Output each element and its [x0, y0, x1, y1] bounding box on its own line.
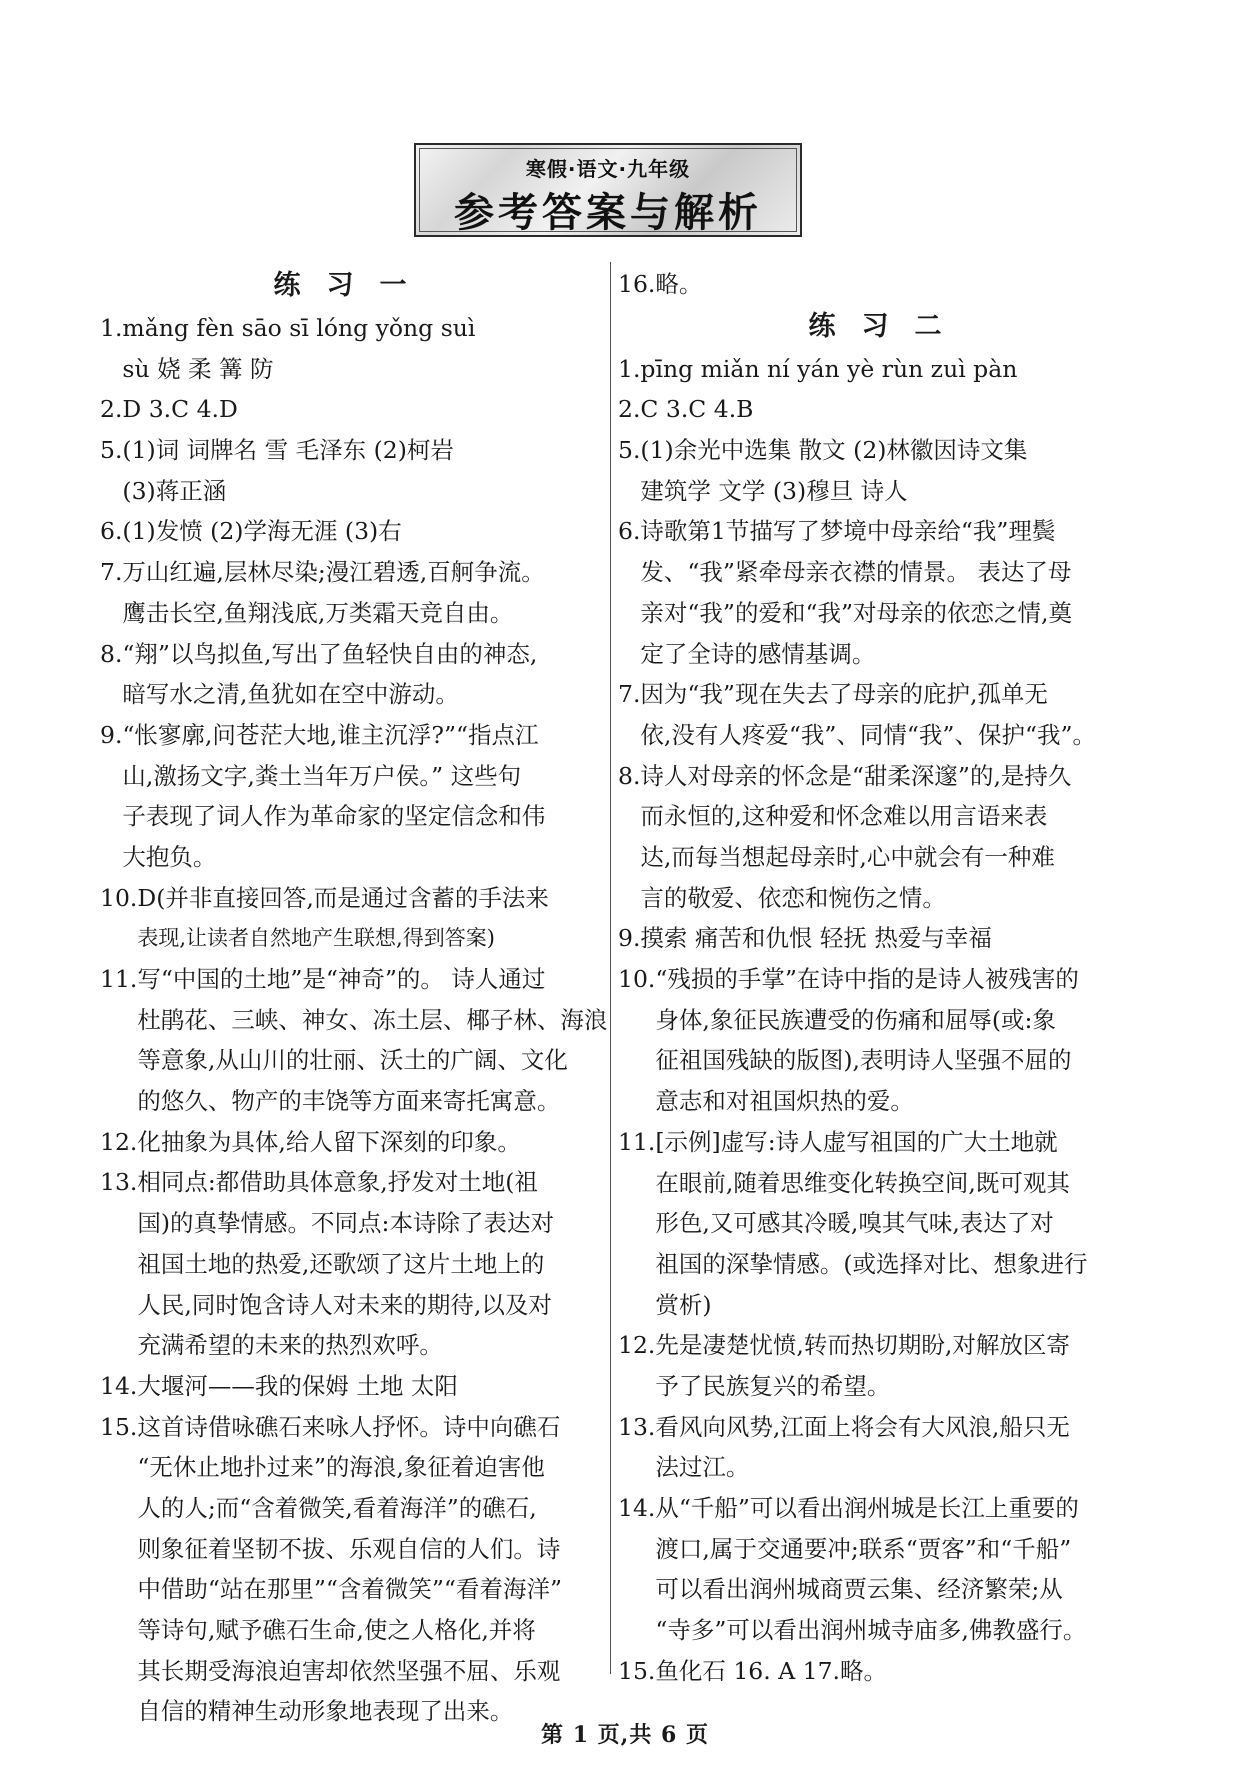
answer-line: 国)的真挚情感。不同点:本诗除了表达对 [137, 1209, 554, 1238]
answer-text [655, 1488, 1158, 1651]
answer-item [618, 349, 1158, 390]
answer-line: 而永恒的,这种爱和怀念难以用言语来表 [640, 802, 1048, 831]
answer-line: sù 娆 柔 篝 防 [122, 354, 274, 383]
answer-number: 14. [100, 1371, 138, 1400]
answer-text [137, 1122, 606, 1163]
answer-number: 9. [100, 720, 123, 749]
title-banner [414, 143, 802, 237]
section-title-exercise-1: 练习一 [273, 270, 433, 301]
answer-number: 5. [618, 436, 641, 465]
answer-line: 相同点:都借助具体意象,抒发对土地(祖 [137, 1168, 538, 1197]
answer-item [618, 756, 1158, 919]
answer-line: “怅寥廓,问苍茫大地,谁主沉浮?”“指点江 [122, 720, 539, 749]
answer-line: 大抱负。 [122, 842, 217, 871]
answer-number: 16. [618, 270, 656, 298]
answer-number: 14. [618, 1494, 656, 1522]
answer-text [640, 389, 1158, 430]
answer-text [640, 918, 1158, 959]
answer-line: 诗歌第1节描写了梦境中母亲给“我”理鬓 [640, 517, 1056, 546]
answer-number: 8. [100, 639, 123, 668]
answer-line: [示例]虚写:诗人虚写祖国的广大土地就 [655, 1127, 1058, 1156]
answer-line: 表现,让读者自然地产生联想,得到答案) [137, 926, 495, 951]
answer-text [640, 430, 1158, 511]
answer-item [618, 1488, 1158, 1651]
answer-line: 万山红遍,层林尽染;漫江碧透,百舸争流。 [122, 558, 545, 587]
answer-item [100, 959, 606, 1122]
answer-item [618, 1325, 1158, 1406]
answer-line: 祖国的深挚情感。(或选择对比、想象进行 [655, 1249, 1088, 1278]
answer-line: 定了全诗的感情基调。 [640, 639, 876, 668]
answer-text [137, 878, 606, 959]
answer-text [640, 674, 1158, 755]
answer-line: (1)余光中选集 散文 (2)林徽因诗文集 [640, 436, 1028, 465]
answer-line: pīng miǎn ní yán yè rùn zuì pàn [640, 354, 1018, 383]
answer-line: 这首诗借咏礁石来咏人抒怀。诗中向礁石 [137, 1412, 561, 1441]
answer-text [122, 715, 606, 878]
answer-item [100, 1407, 606, 1733]
answer-line: 则象征着坚韧不拔、乐观自信的人们。诗 [137, 1534, 561, 1563]
answer-line: 摸索 痛苦和仇恨 轻抚 热爱与幸福 [640, 924, 992, 953]
answer-line: C 3.C 4.B [640, 395, 754, 424]
answer-line: 子表现了词人作为革命家的坚定信念和伟 [122, 802, 546, 831]
answer-line: (1)发愤 (2)学海无涯 (3)右 [122, 517, 402, 546]
answer-text [122, 511, 606, 552]
answer-line: 鹰击长空,鱼翔浅底,万类霜天竞自由。 [122, 598, 514, 627]
answer-number: 10. [100, 883, 138, 912]
answer-line: 因为“我”现在失去了母亲的庇护,孤单无 [640, 680, 1048, 709]
answer-line: 化抽象为具体,给人留下深刻的印象。 [137, 1127, 521, 1156]
answer-line: 充满希望的未来的热烈欢呼。 [137, 1331, 443, 1360]
answer-line: 先是凄楚忧愤,转而热切期盼,对解放区寄 [655, 1331, 1070, 1360]
answer-text [655, 1651, 1158, 1692]
answer-item [100, 511, 606, 552]
right-column [618, 264, 1158, 1691]
left-column [100, 264, 606, 1732]
answer-number: 7. [618, 680, 641, 709]
answer-line: 杜鹃花、三峡、神女、冻土层、椰子林、海浪 [137, 1005, 608, 1034]
answer-line: 可以看出润州城商贾云集、经济繁荣;从 [655, 1575, 1063, 1604]
answer-list-exercise-2 [618, 349, 1158, 1692]
answer-number: 6. [100, 517, 123, 546]
answer-item [618, 511, 1158, 674]
answer-line: 看风向风势,江面上将会有大风浪,船只无 [655, 1412, 1070, 1441]
answer-line: “翔”以鸟拟鱼,写出了鱼轻快自由的神态, [122, 639, 538, 668]
answer-number: 7. [100, 558, 123, 587]
answer-line: 达,而每当想起母亲时,心中就会有一种难 [640, 842, 1055, 871]
answer-line: 中借助“站在那里”“含着微笑”“看着海洋” [137, 1575, 562, 1604]
answer-line: 予了民族复兴的希望。 [655, 1371, 891, 1400]
answer-text [640, 349, 1158, 390]
answer-item [100, 715, 606, 878]
answer-line: 人民,同时饱含诗人对未来的期待,以及对 [137, 1290, 552, 1319]
answer-item [618, 1407, 1158, 1488]
answer-item [618, 1651, 1158, 1692]
answer-text [137, 1366, 606, 1407]
answer-line: mǎng fèn sāo sī lóng yǒng suì [122, 314, 476, 342]
answer-item [618, 674, 1158, 755]
answer-line: 身体,象征民族遭受的伤痛和屈辱(或:象 [655, 1005, 1056, 1034]
answer-line: 等诗句,赋予礁石生命,使之人格化,并将 [137, 1616, 536, 1645]
answer-text [137, 959, 607, 1122]
answer-number: 5. [100, 436, 123, 465]
answer-number: 15. [100, 1412, 138, 1441]
answer-item [618, 264, 1158, 305]
answer-number: 12. [100, 1127, 138, 1156]
answer-line: 等意象,从山川的壮丽、沃土的广阔、文化 [137, 1046, 568, 1075]
answer-line: 大堰河——我的保姆 土地 太阳 [137, 1371, 458, 1400]
answer-text [122, 634, 606, 715]
answer-line: 诗人对母亲的怀念是“甜柔深邃”的,是持久 [640, 761, 1072, 790]
answer-line: 写“中国的土地”是“神奇”的。 诗人通过 [137, 965, 546, 994]
answer-line: (1)词 词牌名 雪 毛泽东 (2)柯岩 [122, 436, 454, 465]
answer-line: 言的敬爱、依恋和惋伤之情。 [640, 883, 946, 912]
answer-line: “寺多”可以看出润州城寺庙多,佛教盛行。 [655, 1616, 1087, 1645]
page-number: 第 1 页,共 6 页 [541, 1722, 709, 1748]
answer-line: D(并非直接回答,而是通过含蓄的手法来 [137, 883, 549, 912]
answer-item [618, 918, 1158, 959]
answer-item [100, 308, 606, 389]
answer-line: “残损的手掌”在诗中指的是诗人被残害的 [655, 965, 1079, 994]
answer-item [618, 389, 1158, 430]
answer-text [640, 511, 1158, 674]
answer-item [618, 430, 1158, 511]
answer-list-exercise-1-continued [618, 264, 1158, 305]
answer-number: 12. [618, 1331, 656, 1360]
answer-line: 渡口,属于交通要冲;联系“贾客”和“千船” [655, 1534, 1072, 1563]
answer-line: 依,没有人疼爱“我”、同情“我”、保护“我”。 [640, 720, 1096, 749]
answer-text [122, 308, 606, 389]
answer-number: 10. [618, 965, 656, 994]
answer-item [100, 1122, 606, 1163]
answer-number: 8. [618, 761, 641, 790]
answer-number: 15. [618, 1656, 656, 1685]
answer-list-exercise-1 [100, 308, 606, 1732]
answer-line: “无休止地扑过来”的海浪,象征着迫害他 [137, 1453, 545, 1482]
answer-text [655, 1122, 1158, 1325]
answer-line: 赏析) [655, 1290, 712, 1319]
answer-number: 2. [100, 395, 123, 424]
answer-line: 从“千船”可以看出润州城是长江上重要的 [655, 1494, 1079, 1522]
answer-line: 的悠久、物产的丰饶等方面来寄托寓意。 [137, 1087, 561, 1116]
answer-number: 11. [618, 1127, 656, 1156]
answer-text [655, 1325, 1158, 1406]
answer-line: 建筑学 文学 (3)穆旦 诗人 [640, 476, 908, 505]
answer-item [100, 430, 606, 511]
answer-number: 1. [618, 354, 641, 383]
answer-line: 山,激扬文字,粪土当年万户侯。” 这些句 [122, 761, 522, 790]
answer-text [655, 264, 1158, 305]
banner-subtitle: 寒假·语文·九年级 [525, 157, 691, 181]
answer-item [618, 959, 1158, 1122]
answer-line: D 3.C 4.D [122, 395, 238, 424]
answer-line: 发、“我”紧牵母亲衣襟的情景。 表达了母 [640, 558, 1072, 587]
answer-line: 略。 [655, 270, 703, 298]
answer-number: 11. [100, 965, 138, 994]
answer-line: 意志和对祖国炽热的爱。 [655, 1087, 914, 1116]
answer-line: 在眼前,随着思维变化转换空间,既可观其 [655, 1168, 1070, 1197]
answer-line: 亲对“我”的爱和“我”对母亲的依恋之情,奠 [640, 598, 1072, 627]
answer-number: 13. [618, 1412, 656, 1441]
answer-text [137, 1162, 606, 1365]
answer-text [122, 430, 606, 511]
answer-line: 暗写水之清,鱼犹如在空中游动。 [122, 680, 459, 709]
answer-line: 人的人;而“含着微笑,看着海洋”的礁石, [137, 1494, 537, 1522]
answer-text [655, 1407, 1158, 1488]
answer-text [122, 552, 606, 633]
answer-item [100, 1162, 606, 1365]
banner-title: 参考答案与解析 [454, 190, 762, 236]
answer-text [655, 959, 1158, 1122]
answer-item [618, 1122, 1158, 1325]
answer-number: 1. [100, 314, 123, 342]
answer-line: 鱼化石 16. A 17.略。 [655, 1656, 888, 1685]
answer-item [100, 634, 606, 715]
answer-number: 2. [618, 395, 641, 424]
answer-number: 6. [618, 517, 641, 546]
answer-text [137, 1407, 606, 1733]
answer-line: 法过江。 [655, 1453, 750, 1482]
answer-line: 自信的精神生动形象地表现了出来。 [137, 1697, 514, 1726]
answer-line: 祖国土地的热爱,还歌颂了这片土地上的 [137, 1249, 545, 1278]
section-title-exercise-2: 练习二 [808, 310, 968, 342]
answer-line: 征祖国残缺的版图),表明诗人坚强不屈的 [655, 1046, 1072, 1075]
answer-item [100, 1366, 606, 1407]
answer-text [640, 756, 1158, 919]
answer-number: 9. [618, 924, 641, 953]
answer-item [100, 389, 606, 430]
answer-text [122, 389, 606, 430]
answer-item [100, 878, 606, 959]
answer-line: 其长期受海浪迫害却依然坚强不屈、乐观 [137, 1656, 561, 1685]
answer-item [100, 552, 606, 633]
answer-line: (3)蒋正涵 [122, 476, 227, 505]
answer-line: 形色,又可感其冷暖,嗅其气味,表达了对 [655, 1209, 1054, 1238]
column-divider [610, 262, 611, 1674]
answer-number: 13. [100, 1168, 138, 1197]
